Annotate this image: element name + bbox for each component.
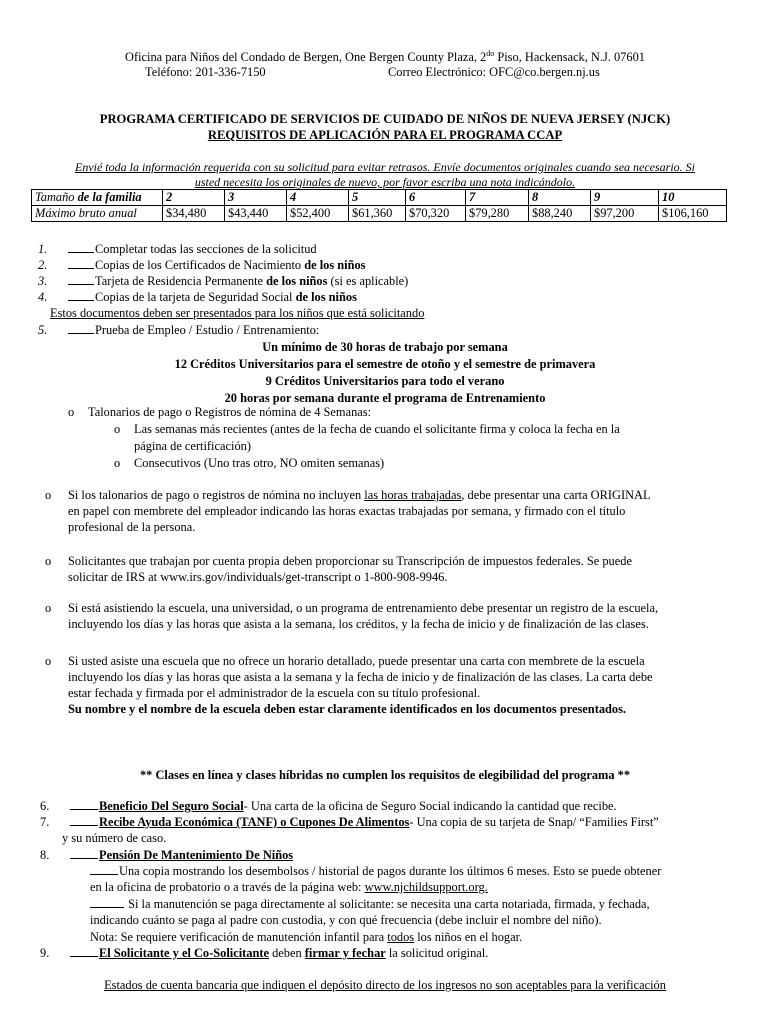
family-size-label-a: Tamaño bbox=[35, 190, 78, 204]
max-income-label: Máximo bruto anual bbox=[32, 206, 163, 222]
para-text: , debe presentar una carta ORIGINAL bbox=[461, 488, 651, 502]
amount-cell: $79,280 bbox=[466, 206, 529, 222]
list-item bbox=[38, 273, 408, 289]
subitem-continuation: página de certificación) bbox=[134, 439, 251, 453]
item-text: - Una copia de su tarjeta de Snap/ “Families First” bbox=[409, 815, 659, 829]
family-size-label bbox=[32, 190, 163, 206]
circle-bullet-icon: o bbox=[114, 456, 121, 470]
item-number: 9. bbox=[40, 946, 50, 960]
para-line: Si está asistiendo la escuela, una universidad, o un programa de entrenamiento debe presentar un registro de la escuela, bbox=[68, 601, 659, 615]
item-heading: Recibe Ayuda Económica (TANF) o Cupones De Alimentos bbox=[99, 815, 410, 829]
circle-bullet-icon: o bbox=[68, 405, 75, 419]
amount-cell: $70,320 bbox=[406, 206, 466, 222]
item-heading: Pensión De Mantenimiento De Niños bbox=[99, 848, 294, 862]
list-item bbox=[40, 847, 293, 863]
amount-cell: $97,200 bbox=[591, 206, 659, 222]
item-text: Prueba de Empleo / Estudio / Entrenamiento: bbox=[95, 323, 320, 337]
amount-cell: $61,360 bbox=[349, 206, 406, 222]
size-cell: 2 bbox=[163, 190, 225, 206]
circle-bullet-icon: o bbox=[45, 654, 52, 668]
pay-stubs-item bbox=[68, 404, 371, 420]
para-line: incluyendo los días y las horas que asista a la semana y la fecha de inicio y de finalización de las clases. La carta debe bbox=[68, 670, 653, 684]
para-line: en papel con membrete del empleador indicando las horas exactas trabajadas por semana, y firmado con el título bbox=[68, 504, 626, 518]
bullet-paragraph bbox=[68, 487, 758, 535]
email: Correo Electrónico: OFC@co.bergen.nj.us bbox=[388, 65, 600, 79]
bullet-paragraph bbox=[68, 553, 758, 585]
option-continuation bbox=[90, 879, 488, 895]
para-line: incluyendo los días y las horas que asista a la semana, los créditos, y la fecha de inicio y de finalización de las clases. bbox=[68, 617, 649, 631]
item-emphasis: firmar y fechar bbox=[304, 946, 386, 960]
item-number: 5. bbox=[38, 323, 48, 337]
checkbox-blank[interactable] bbox=[68, 273, 94, 285]
item-emphasis: de los niños bbox=[266, 274, 328, 288]
list-item bbox=[38, 241, 317, 257]
item-number: 8. bbox=[40, 848, 50, 862]
checkbox-blank[interactable] bbox=[70, 798, 98, 810]
item-number: 7. bbox=[40, 815, 50, 829]
family-size-row bbox=[32, 190, 727, 206]
notice-line-1: Envié toda la información requerida con su solicitud para evitar retrasos. Envíe documentos originales cuando sea necesario. Si bbox=[74, 160, 696, 174]
program-title: PROGRAMA CERTIFICADO DE SERVICIOS DE CUIDADO DE NIÑOS DE NUEVA JERSEY (NJCK) bbox=[99, 112, 671, 126]
circle-bullet-icon: o bbox=[45, 554, 52, 568]
income-table bbox=[31, 189, 727, 222]
checkbox-blank[interactable] bbox=[68, 257, 94, 269]
checkbox-blank[interactable] bbox=[68, 322, 94, 334]
office-address-tail: Piso, Hackensack, N.J. 07601 bbox=[494, 50, 645, 65]
item-text: Copias de la tarjeta de Seguridad Social bbox=[95, 290, 296, 304]
item-number: 2. bbox=[38, 258, 48, 272]
requirement-line: Un mínimo de 30 horas de trabajo por semana bbox=[262, 340, 508, 354]
subitem-text: Las semanas más recientes (antes de la fecha de cuando el solicitante firma y coloca la fecha en la bbox=[134, 422, 620, 436]
item-continuation: y su número de caso. bbox=[62, 831, 167, 845]
pay-stubs-subitem bbox=[114, 455, 384, 471]
item-text: deben bbox=[269, 946, 305, 960]
item-text: Copias de los Certificados de Nacimiento bbox=[95, 258, 305, 272]
size-cell: 3 bbox=[225, 190, 287, 206]
size-cell: 7 bbox=[466, 190, 529, 206]
amount-cell: $106,160 bbox=[659, 206, 727, 222]
list-item bbox=[40, 814, 659, 830]
circle-bullet-icon: o bbox=[45, 488, 52, 502]
note-underline: todos bbox=[387, 930, 415, 944]
checkbox-blank[interactable] bbox=[70, 847, 98, 859]
size-cell: 6 bbox=[406, 190, 466, 206]
para-line: Solicitantes que trabajan por cuenta propia deben proporcionar su Transcripción de impuestos federales. Se puede bbox=[68, 554, 632, 568]
list-item bbox=[40, 945, 488, 961]
item-emphasis: de los niños bbox=[304, 258, 366, 272]
size-cell: 8 bbox=[529, 190, 591, 206]
list-item bbox=[38, 257, 366, 273]
para-underline: las horas trabajadas bbox=[364, 488, 462, 502]
item-text: - Una carta de la oficina de Seguro Social indicando la cantidad que recibe. bbox=[243, 799, 617, 813]
child-support-option bbox=[90, 896, 650, 912]
size-cell: 4 bbox=[287, 190, 349, 206]
size-cell: 5 bbox=[349, 190, 406, 206]
ordinal-suffix: do bbox=[486, 49, 495, 58]
office-address-text: Oficina para Niños del Condado de Bergen, One Bergen County Plaza, 2 bbox=[125, 50, 487, 65]
amount-cell: $34,480 bbox=[163, 206, 225, 222]
max-income-row bbox=[32, 206, 727, 222]
children-docs-note: Estos documentos deben ser presentados para los niños que está solicitando bbox=[50, 306, 425, 320]
note-text: Nota: Se requiere verificación de manutención infantil para bbox=[90, 930, 388, 944]
bank-statement-note: Estados de cuenta bancaria que indiquen el depósito directo de los ingresos no son aceptables para la verificación bbox=[104, 978, 666, 992]
para-line: Si usted asiste una escuela que no ofrece un horario detallado, puede presentar una carta con membrete de la escuela bbox=[68, 654, 645, 668]
list-item bbox=[38, 289, 357, 305]
online-classes-note: ** Clases en línea y clases híbridas no cumplen los requisitos de elegibilidad del programa ** bbox=[139, 768, 631, 782]
item-number: 4. bbox=[38, 290, 48, 304]
list-item bbox=[38, 322, 319, 338]
checkbox-blank[interactable] bbox=[68, 241, 94, 253]
item-text: la solicitud original. bbox=[385, 946, 489, 960]
item-heading: El Solicitante y el Co-Solicitante bbox=[99, 946, 270, 960]
pay-stubs-text: Talonarios de pago o Registros de nómina de 4 Semanas: bbox=[88, 405, 372, 419]
option-text: en la oficina de probatorio o a través de la página web: bbox=[90, 880, 365, 894]
circle-bullet-icon: o bbox=[45, 601, 52, 615]
para-line: solicitar de IRS at www.irs.gov/individuals/get-transcript o 1-800-908-9946. bbox=[68, 570, 448, 584]
office-address bbox=[0, 46, 770, 65]
para-line: profesional de la persona. bbox=[68, 520, 196, 534]
requirement-line: 12 Créditos Universitarios para el semestre de otoño y el semestre de primavera bbox=[174, 357, 596, 371]
list-item bbox=[40, 798, 617, 814]
subitem-text: Consecutivos (Uno tras otro, NO omiten semanas) bbox=[134, 456, 385, 470]
item-heading: Beneficio Del Seguro Social bbox=[99, 799, 244, 813]
item-number: 3. bbox=[38, 274, 48, 288]
item-number: 6. bbox=[40, 799, 50, 813]
phone: Teléfono: 201-336-7150 bbox=[145, 65, 266, 79]
checkbox-blank[interactable] bbox=[90, 896, 124, 908]
para-text: Si los talonarios de pago o registros de nómina no incluyen bbox=[68, 488, 365, 502]
item-text: Tarjeta de Residencia Permanente bbox=[95, 274, 267, 288]
checkbox-blank[interactable] bbox=[68, 289, 94, 301]
family-size-label-b: de la familia bbox=[77, 190, 142, 204]
item-emphasis: de los niños bbox=[295, 290, 357, 304]
notice-line-2: usted necesita los originales de nuevo, por favor escriba una nota indicándolo. bbox=[194, 175, 576, 189]
requirement-line: 9 Créditos Universitarios para todo el verano bbox=[265, 374, 505, 388]
item-text: Completar todas las secciones de la solicitud bbox=[95, 242, 317, 256]
checkbox-blank[interactable] bbox=[90, 863, 118, 875]
website-link[interactable]: www.njchildsupport.org. bbox=[364, 880, 488, 894]
option-text: Si la manutención se paga directamente al solicitante: se necesita una carta notariada, firmada, y fechada, bbox=[125, 897, 650, 911]
item-tail: (si es aplicable) bbox=[327, 274, 409, 288]
option-text: Una copia mostrando los desembolsos / historial de pagos durante los últimos 6 meses. Esto se puede obtener bbox=[119, 864, 662, 878]
checkbox-blank[interactable] bbox=[70, 945, 98, 957]
bullet-paragraph bbox=[68, 600, 758, 632]
pay-stubs-subitem bbox=[114, 421, 620, 437]
child-support-note bbox=[90, 929, 522, 945]
requirements-title: REQUISITOS DE APLICACIÓN PARA EL PROGRAMA CCAP bbox=[207, 128, 563, 142]
item-number: 1. bbox=[38, 242, 48, 256]
requirement-line: 20 horas por semana durante el programa de Entrenamiento bbox=[224, 391, 546, 405]
amount-cell: $43,440 bbox=[225, 206, 287, 222]
note-text: los niños en el hogar. bbox=[414, 930, 523, 944]
bullet-paragraph bbox=[68, 653, 758, 717]
checkbox-blank[interactable] bbox=[70, 814, 98, 826]
size-cell: 10 bbox=[659, 190, 727, 206]
child-support-option bbox=[90, 863, 661, 879]
amount-cell: $52,400 bbox=[287, 206, 349, 222]
para-line: estar fechada y firmada por el administrador de la escuela con su título profesional. bbox=[68, 686, 481, 700]
para-line-bold: Su nombre y el nombre de la escuela deben estar claramente identificados en los documentos presentados. bbox=[68, 702, 627, 716]
amount-cell: $88,240 bbox=[529, 206, 591, 222]
size-cell: 9 bbox=[591, 190, 659, 206]
option-continuation: indicando cuánto se paga al padre con custodia, y con qué frecuencia (debe incluir el nombre del niño). bbox=[90, 913, 602, 927]
circle-bullet-icon: o bbox=[114, 422, 121, 436]
